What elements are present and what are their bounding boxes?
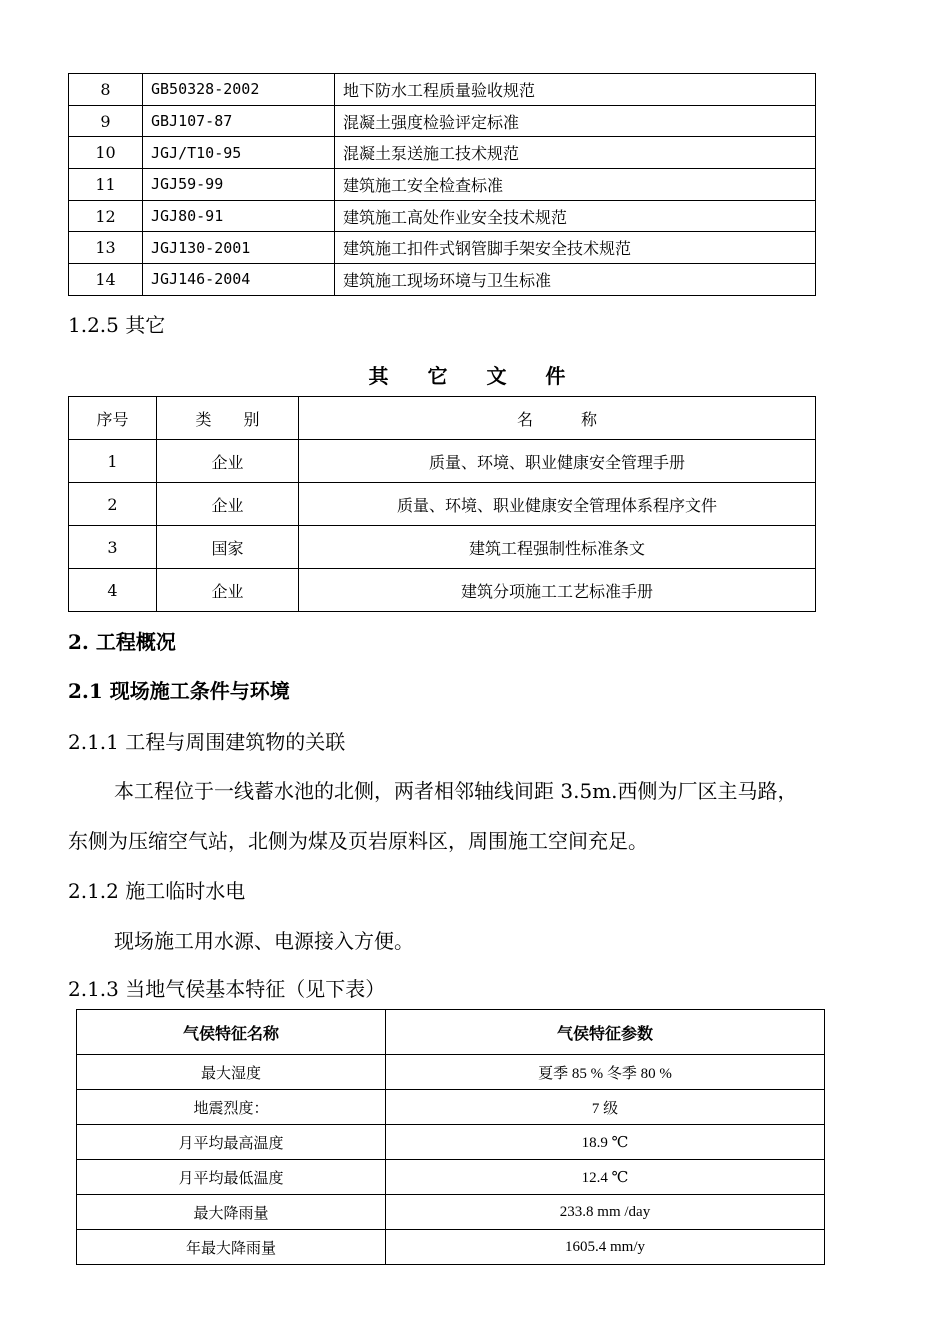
section-heading-2-1: 2.1 现场施工条件与环境 — [68, 679, 290, 703]
header-seq: 序号 — [69, 397, 157, 440]
table-row — [77, 1230, 825, 1265]
standard-code: JGJ/T10-95 — [143, 137, 335, 169]
standard-name: 地下防水工程质量验收规范 — [335, 74, 816, 106]
table-row — [69, 200, 816, 232]
standard-name: 混凝土强度检验评定标准 — [335, 105, 816, 137]
row-category: 企业 — [157, 483, 299, 526]
row-number: 13 — [69, 232, 143, 264]
climate-value: 1605.4 mm/y — [386, 1230, 825, 1265]
table-row — [69, 169, 816, 201]
standard-code: JGJ59-99 — [143, 169, 335, 201]
standard-code: JGJ146-2004 — [143, 264, 335, 296]
row-category: 企业 — [157, 569, 299, 612]
row-seq: 3 — [69, 526, 157, 569]
row-name: 质量、环境、职业健康安全管理体系程序文件 — [299, 483, 816, 526]
climate-value: 233.8 mm /day — [386, 1195, 825, 1230]
table-row — [69, 137, 816, 169]
climate-name: 最大湿度 — [77, 1055, 386, 1090]
section-heading-2-1-1: 2.1.1 工程与周围建筑物的关联 — [68, 730, 346, 754]
climate-name: 最大降雨量 — [77, 1195, 386, 1230]
table-row — [69, 232, 816, 264]
climate-value: 12.4 ℃ — [386, 1160, 825, 1195]
table-row — [77, 1195, 825, 1230]
standard-name: 建筑施工现场环境与卫生标准 — [335, 264, 816, 296]
table-row — [77, 1160, 825, 1195]
standard-name: 建筑施工扣件式钢管脚手架安全技术规范 — [335, 232, 816, 264]
standard-name: 混凝土泵送施工技术规范 — [335, 137, 816, 169]
row-number: 8 — [69, 74, 143, 106]
other-docs-title: 其 它 文 件 — [368, 364, 582, 388]
row-seq: 2 — [69, 483, 157, 526]
header-climate-name: 气侯特征名称 — [77, 1010, 386, 1055]
standard-name: 建筑施工安全检查标准 — [335, 169, 816, 201]
other-docs-table — [68, 396, 816, 612]
table-row — [69, 483, 816, 526]
row-name: 建筑分项施工工艺标准手册 — [299, 569, 816, 612]
table-row — [77, 1125, 825, 1160]
standard-code: GBJ107-87 — [143, 105, 335, 137]
row-number: 14 — [69, 264, 143, 296]
row-name: 建筑工程强制性标准条文 — [299, 526, 816, 569]
standard-code: GB50328-2002 — [143, 74, 335, 106]
climate-name: 年最大降雨量 — [77, 1230, 386, 1265]
standard-code: JGJ80-91 — [143, 200, 335, 232]
climate-value: 7 级 — [386, 1090, 825, 1125]
row-category: 企业 — [157, 440, 299, 483]
standards-table — [68, 73, 816, 296]
row-number: 9 — [69, 105, 143, 137]
climate-table — [76, 1009, 825, 1265]
table-row — [69, 264, 816, 296]
standard-name: 建筑施工高处作业安全技术规范 — [335, 200, 816, 232]
section-heading-2-1-2: 2.1.2 施工临时水电 — [68, 879, 246, 903]
header-climate-value: 气侯特征参数 — [386, 1010, 825, 1055]
header-category: 类 别 — [157, 397, 299, 440]
standard-code: JGJ130-2001 — [143, 232, 335, 264]
table-row — [69, 440, 816, 483]
row-seq: 1 — [69, 440, 157, 483]
row-number: 11 — [69, 169, 143, 201]
climate-name: 地震烈度： — [77, 1090, 386, 1125]
paragraph-line: 本工程位于一线蓄水池的北侧，两者相邻轴线间距 3.5m.西侧为厂区主马路， — [114, 779, 798, 803]
section-heading-2: 2. 工程概况 — [68, 630, 176, 654]
table-row — [69, 105, 816, 137]
row-name: 质量、环境、职业健康安全管理手册 — [299, 440, 816, 483]
table-row — [77, 1090, 825, 1125]
climate-name: 月平均最低温度 — [77, 1160, 386, 1195]
row-seq: 4 — [69, 569, 157, 612]
row-number: 12 — [69, 200, 143, 232]
header-name: 名 称 — [299, 397, 816, 440]
table-row — [69, 526, 816, 569]
climate-value: 夏季 85 % 冬季 80 % — [386, 1055, 825, 1090]
table-row — [69, 74, 816, 106]
table-row — [77, 1055, 825, 1090]
climate-value: 18.9 ℃ — [386, 1125, 825, 1160]
section-heading-2-1-3: 2.1.3 当地气侯基本特征（见下表） — [68, 977, 386, 1001]
row-number: 10 — [69, 137, 143, 169]
section-heading-1-2-5: 1.2.5 其它 — [68, 313, 166, 337]
climate-name: 月平均最高温度 — [77, 1125, 386, 1160]
paragraph-line: 现场施工用水源、电源接入方便。 — [114, 929, 414, 953]
table-header-row — [77, 1010, 825, 1055]
paragraph-line: 东侧为压缩空气站，北侧为煤及页岩原料区，周围施工空间充足。 — [68, 829, 648, 853]
table-row — [69, 569, 816, 612]
table-header-row — [69, 397, 816, 440]
row-category: 国家 — [157, 526, 299, 569]
